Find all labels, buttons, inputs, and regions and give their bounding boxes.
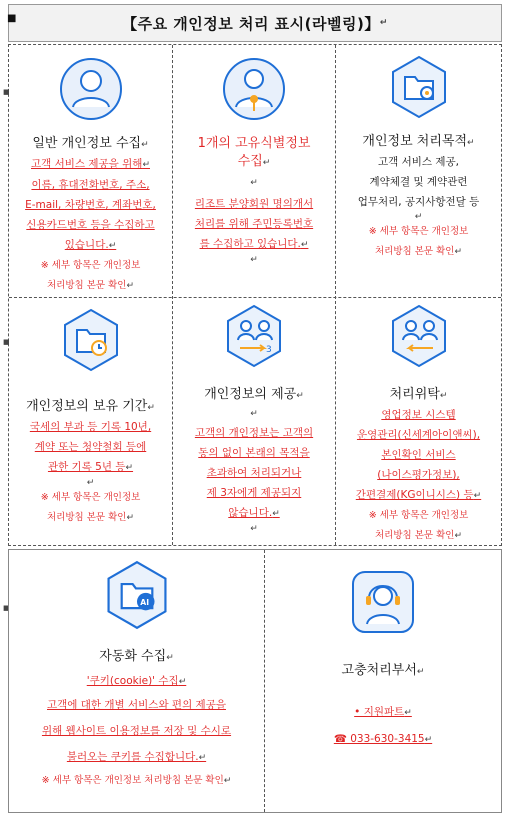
svg-text:3: 3 xyxy=(266,345,272,355)
folder-gear-icon xyxy=(387,55,451,119)
cell-heading: 일반 개인정보 수집↵ xyxy=(32,136,149,151)
cell-heading: 개인정보의 보유 기간↵ xyxy=(26,399,155,414)
cell-heading: 고충처리부서↵ xyxy=(341,663,425,678)
unique-id-person-icon xyxy=(222,57,286,121)
cell-third-party-provision: 3 개인정보의 제공↵ ↵ 고객의 개인정보는 고객의 동의 없이 본래의 목적을 초과하여 처리되거나 제 3자에게 제공되지 않습니다.↵ ↵ xyxy=(173,298,335,546)
cell-retention-period: 개인정보의 보유 기간↵ 국세의 부과 등 기록 10년, 계약 또는 청약철회 등에 관한 기록 5년 등↵ ↵ ※ 세부 항목은 개인정보 처리방침 본문 확인↵ xyxy=(9,298,172,546)
cell-unique-id: 1개의 고유식별정보 수집↵ ↵ 리조트 분양회원 명의개서 처리를 위해 주민등록번호 를 수집하고 있습니다.↵ ↵ xyxy=(173,45,335,297)
cell-description: 고객 서비스 제공을 위해↵ 이름, 휴대전화번호, 주소, E-mail, 차량번호, 계좌번호, 신용카드번호 등을 수집하고 있습니다.↵ xyxy=(25,158,156,251)
bullet-marker: ■ xyxy=(7,13,17,24)
cell-heading: 자동화 수집↵ xyxy=(99,649,174,664)
outsourcing-icon xyxy=(387,304,451,368)
cell-outsourcing xyxy=(336,298,501,546)
cell-description: 리조트 분양회원 명의개서 처리를 위해 주민등록번호 를 수집하고 있습니다.↵ xyxy=(194,198,314,250)
labeling-grid xyxy=(8,44,502,546)
third-party-provision-icon xyxy=(222,304,286,368)
cell-description xyxy=(265,699,501,753)
cell-heading: 개인정보의 제공↵ xyxy=(204,387,304,402)
cell-general-collection xyxy=(9,45,172,297)
dept-name: • 지원파트↵ xyxy=(354,706,412,718)
cell-description: 고객 서비스 제공, 계약체결 및 계약관련 업무처리, 공지사항전달 등 xyxy=(357,156,480,208)
title-text: 【주요 개인정보 처리 표시(라벨링)】 xyxy=(122,14,380,33)
cell-note: ※ 세부 항목은 개인정보 처리방침 본문 확인↵ xyxy=(41,775,232,786)
bottom-section xyxy=(8,549,502,813)
cell-note: ※ 세부 항목은 개인정보 처리방침 본문 확인↵ xyxy=(40,260,141,291)
folder-ai-icon xyxy=(102,560,172,630)
cell-subheading: '쿠키(cookie)' 수집↵ xyxy=(86,675,187,687)
cell-description: 영업정보 시스템 운영관리(신세계아이앤씨), 본인확인 서비스 (나이스평가정보), 간편결제(KG이니시스) 등↵ xyxy=(355,409,482,501)
cell-note: ※ 세부 항목은 개인정보 처리방침 본문 확인↵ xyxy=(40,492,141,523)
cell-processing-purpose: 개인정보 처리목적↵ 고객 서비스 제공, 계약체결 및 계약관련 업무처리, 공지사항전달 등 ↵ ※ 세부 항목은 개인정보 처리방침 본문 확인↵ xyxy=(336,45,501,297)
page-title: ■ 【주요 개인정보 처리 표시(라벨링)】 ↵ xyxy=(8,4,502,42)
cell-note: ※ 세부 항목은 개인정보 처리방침 본문 확인↵ xyxy=(368,510,469,541)
phone-number: ☎ 033-630-3415↵ xyxy=(333,733,433,745)
cell-heading: 개인정보 처리목적↵ xyxy=(362,134,475,149)
cell-heading: 처리위탁↵ xyxy=(389,387,448,402)
cell-description: 국세의 부과 등 기록 10년, 계약 또는 청약철회 등에 관한 기록 5년 등↵ xyxy=(29,421,152,473)
cell-complaint-dept xyxy=(265,550,501,812)
svg-text:AI: AI xyxy=(139,597,149,607)
cell-note: ※ 세부 항목은 개인정보 처리방침 본문 확인↵ xyxy=(368,226,469,257)
person-icon xyxy=(59,57,123,121)
headset-agent-icon xyxy=(351,570,415,634)
cell-auto-collection xyxy=(9,550,264,812)
cell-heading: 1개의 고유식별정보 수집↵ xyxy=(197,136,311,169)
cell-description: 고객의 개인정보는 고객의 동의 없이 본래의 목적을 초과하여 처리되거나 제 3자에게 제공되지 않습니다.↵ xyxy=(194,427,314,519)
cell-description: 고객에 대한 개별 서비스와 편의 제공을 위해 웹사이트 이용정보를 저장 및 수시로 불러오는 쿠키를 수집합니다.↵ xyxy=(41,699,232,763)
folder-clock-icon xyxy=(59,308,123,372)
